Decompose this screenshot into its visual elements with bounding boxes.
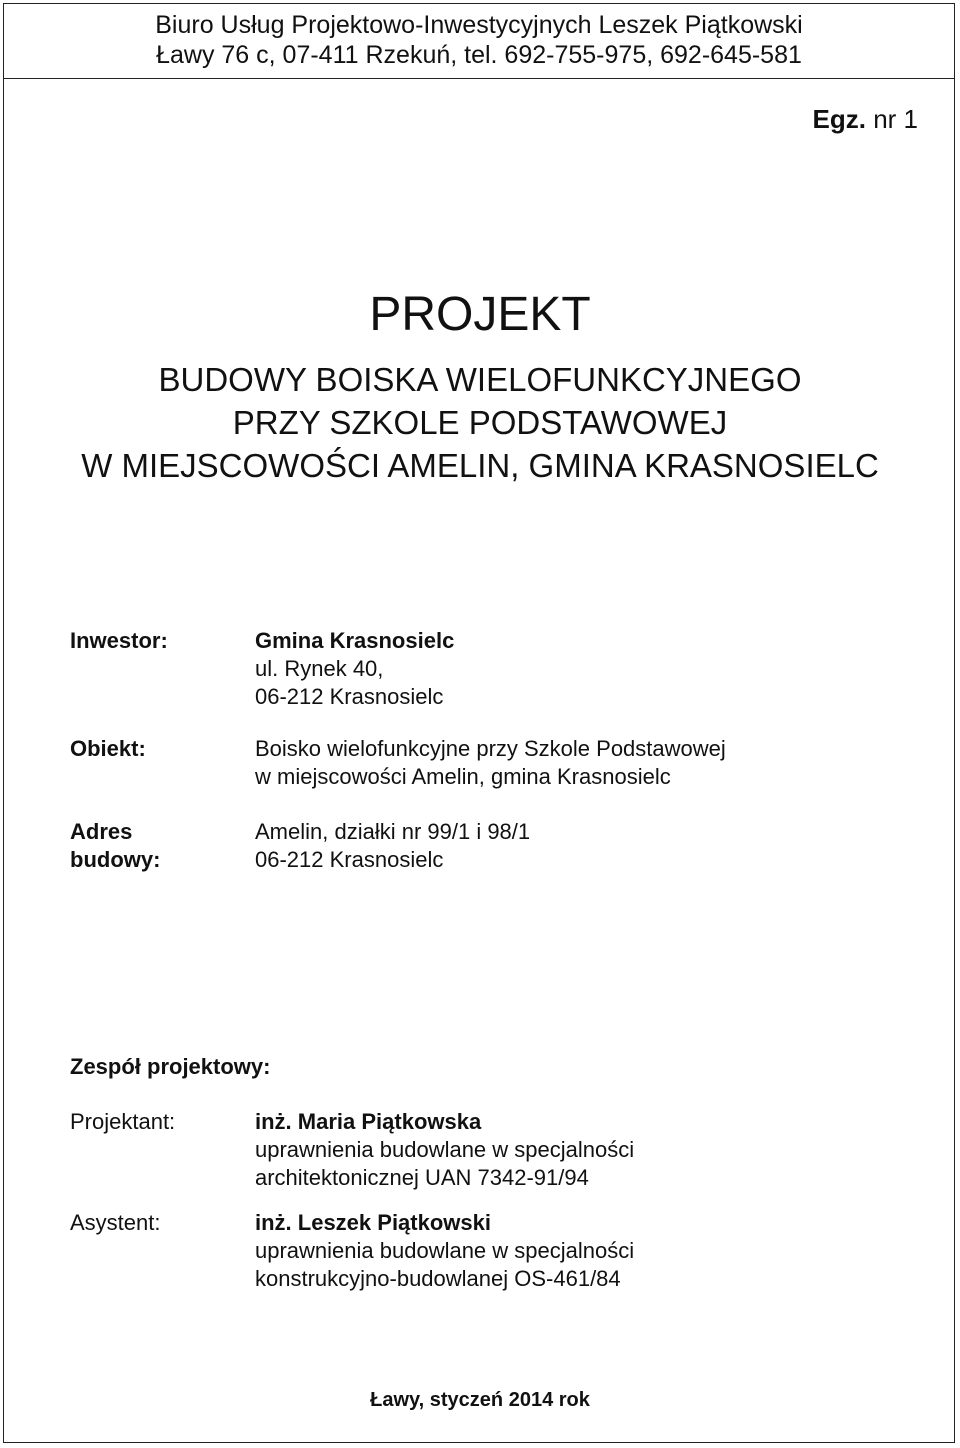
assistant-label: Asystent: (70, 1210, 161, 1235)
document-title: PROJEKT (369, 288, 591, 341)
assistant-name: inż. Leszek Piątkowski (255, 1210, 491, 1235)
subtitle-line: PRZY SZKOLE PODSTAWOWEJ (232, 404, 728, 441)
site-address-label-line: Adres (70, 819, 133, 844)
place-and-date: Ławy, styczeń 2014 rok (370, 1389, 590, 1411)
assistant-license-line: uprawnienia budowlane w specjalności (255, 1238, 635, 1263)
company-address: Ławy 76 c, 07-411 Rzekuń, tel. 692-755-975, 692-645-581 (156, 41, 802, 69)
copy-number-prefix: Egz. (812, 104, 866, 134)
document-subtitle (0, 358, 960, 487)
site-address-line: Amelin, działki nr 99/1 i 98/1 (255, 819, 531, 844)
investor-value (255, 627, 454, 711)
company-name: Biuro Usług Projektowo-Inwestycyjnych Leszek Piątkowski (155, 11, 803, 39)
assistant-license-line: konstrukcyjno-budowlanej OS-461/84 (255, 1266, 621, 1291)
investor-name: Gmina Krasnosielc (255, 628, 455, 653)
object-label: Obiekt: (70, 736, 146, 761)
site-address-label-line: budowy: (70, 847, 161, 872)
designer-license-line: architektonicznej UAN 7342-91/94 (255, 1165, 589, 1190)
site-address-line: 06-212 Krasnosielc (255, 847, 444, 872)
copy-number-suffix: nr 1 (865, 104, 918, 134)
company-header (3, 3, 955, 79)
designer-name: inż. Maria Piątkowska (255, 1109, 482, 1134)
object-line: w miejscowości Amelin, gmina Krasnosielc (255, 764, 671, 789)
subtitle-line: W MIEJSCOWOŚCI AMELIN, GMINA KRASNOSIELC (81, 447, 879, 484)
copy-number (813, 104, 918, 134)
assistant-value (255, 1209, 634, 1293)
designer-value (255, 1108, 634, 1192)
site-address-label (70, 818, 160, 874)
investor-address-line: 06-212 Krasnosielc (255, 684, 444, 709)
designer-license-line: uprawnienia budowlane w specjalności (255, 1137, 635, 1162)
object-value (255, 735, 726, 791)
team-heading: Zespół projektowy: (70, 1054, 271, 1079)
designer-label: Projektant: (70, 1109, 176, 1134)
object-line: Boisko wielofunkcyjne przy Szkole Podstawowej (255, 736, 726, 761)
investor-address-line: ul. Rynek 40, (255, 656, 384, 681)
site-address-value (255, 818, 530, 874)
investor-label: Inwestor: (70, 628, 168, 653)
subtitle-line: BUDOWY BOISKA WIELOFUNKCYJNEGO (158, 361, 802, 398)
